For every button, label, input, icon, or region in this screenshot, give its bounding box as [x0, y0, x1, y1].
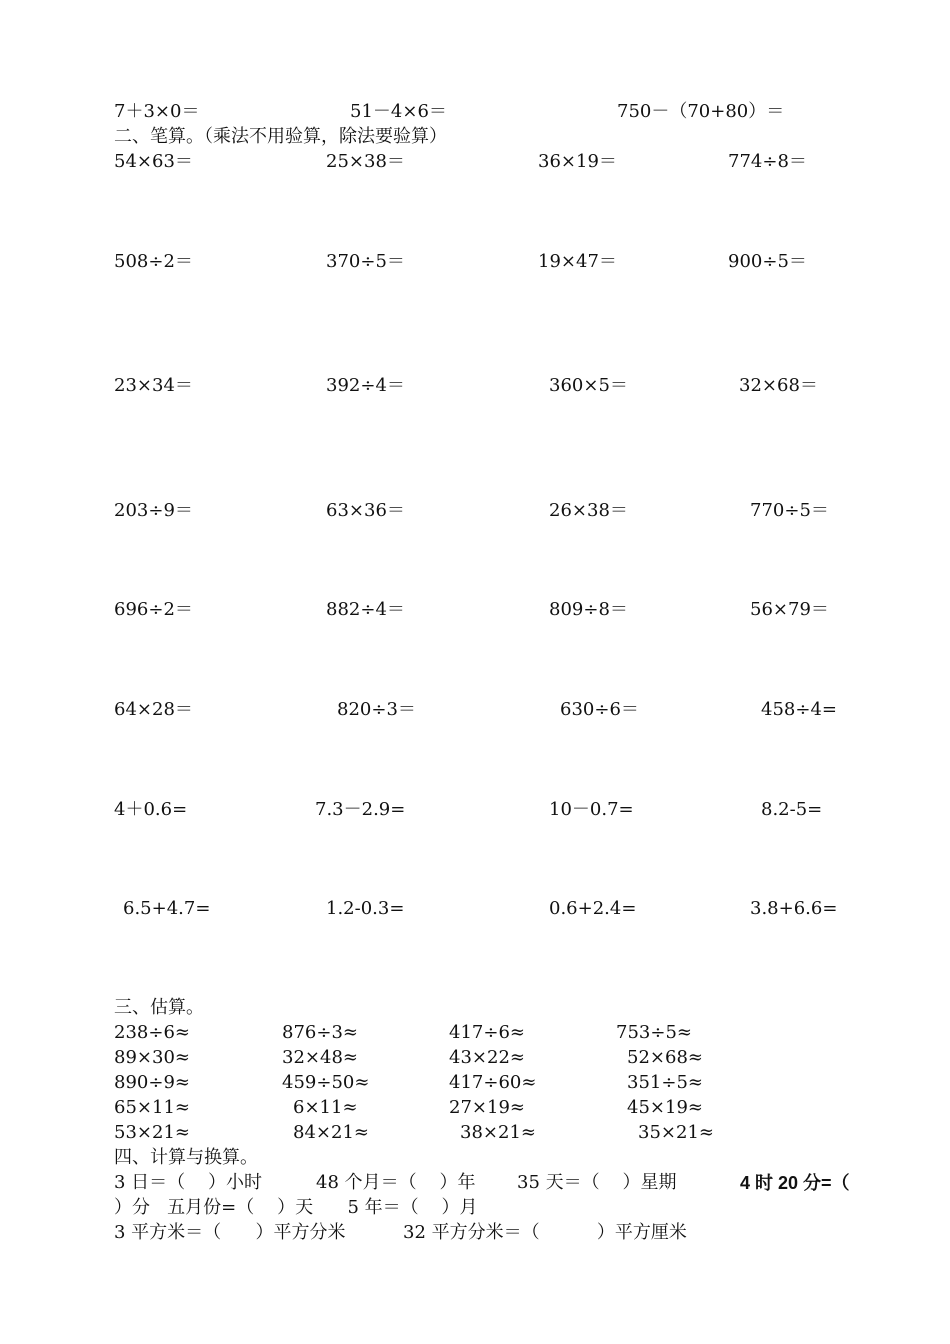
problem: 4＋0.6=: [114, 799, 188, 820]
estimate-item: 89×30≈: [114, 1047, 190, 1068]
conversion-item: 48 个月＝（ ）年: [316, 1172, 476, 1193]
problem: 54×63＝: [114, 151, 193, 172]
conversion-item: 35 天＝（ ）星期: [517, 1172, 677, 1193]
problem: 6.5+4.7=: [123, 898, 211, 919]
estimate-item: 52×68≈: [627, 1047, 703, 1068]
problem: 8.2-5=: [761, 799, 823, 820]
conversion-line: ）分 五月份=（ ）天 5 年＝（ ）月: [114, 1197, 478, 1218]
estimate-item: 459÷50≈: [282, 1072, 370, 1093]
estimate-item: 43×22≈: [449, 1047, 525, 1068]
estimate-item: 53×21≈: [114, 1122, 190, 1143]
top-expr-2: 51－4×6＝: [350, 101, 447, 122]
section-2-title: 二、笔算。（乘法不用验算，除法要验算）: [114, 126, 447, 147]
problem: 774÷8＝: [728, 151, 807, 172]
problem: 458÷4=: [761, 699, 837, 720]
problem: 3.8+6.6=: [750, 898, 838, 919]
estimate-item: 753÷5≈: [616, 1022, 692, 1043]
estimate-item: 27×19≈: [449, 1097, 525, 1118]
problem: 26×38＝: [549, 500, 628, 521]
problem: 360×5＝: [549, 375, 628, 396]
problem: 696÷2＝: [114, 599, 193, 620]
problem: 19×47＝: [538, 251, 617, 272]
top-expr-1: 7＋3×0＝: [114, 101, 200, 122]
problem: 23×34＝: [114, 375, 193, 396]
problem: 25×38＝: [326, 151, 405, 172]
estimate-item: 351÷5≈: [627, 1072, 703, 1093]
problem: 882÷4＝: [326, 599, 405, 620]
problem: 36×19＝: [538, 151, 617, 172]
conversion-item: 4 时 20 分=（: [740, 1173, 850, 1193]
estimate-item: 84×21≈: [293, 1122, 369, 1143]
estimate-item: 32×48≈: [282, 1047, 358, 1068]
problem: 64×28＝: [114, 699, 193, 720]
conversion-item: 3 平方米＝（ ）平方分米: [114, 1222, 346, 1243]
problem: 809÷8＝: [549, 599, 628, 620]
estimate-item: 35×21≈: [638, 1122, 714, 1143]
estimate-item: 238÷6≈: [114, 1022, 190, 1043]
problem: 10－0.7=: [549, 799, 634, 820]
problem: 32×68＝: [739, 375, 818, 396]
section-4-title: 四、计算与换算。: [114, 1147, 258, 1168]
section-3-title: 三、估算。: [114, 997, 204, 1018]
estimate-item: 890÷9≈: [114, 1072, 190, 1093]
problem: 370÷5＝: [326, 251, 405, 272]
estimate-item: 876÷3≈: [282, 1022, 358, 1043]
problem: 770÷5＝: [750, 500, 829, 521]
problem: 508÷2＝: [114, 251, 193, 272]
problem: 63×36＝: [326, 500, 405, 521]
estimate-item: 38×21≈: [460, 1122, 536, 1143]
problem: 56×79＝: [750, 599, 829, 620]
estimate-item: 417÷60≈: [449, 1072, 537, 1093]
problem: 203÷9＝: [114, 500, 193, 521]
estimate-item: 417÷6≈: [449, 1022, 525, 1043]
problem: 392÷4＝: [326, 375, 405, 396]
problem: 820÷3＝: [337, 699, 416, 720]
estimate-item: 65×11≈: [114, 1097, 190, 1118]
top-expr-3: 750－（70+80）＝: [617, 101, 785, 122]
problem: 900÷5＝: [728, 251, 807, 272]
problem: 630÷6＝: [560, 699, 639, 720]
estimate-item: 45×19≈: [627, 1097, 703, 1118]
conversion-item: 32 平方分米＝（ ）平方厘米: [403, 1222, 687, 1243]
estimate-item: 6×11≈: [293, 1097, 358, 1118]
problem: 0.6+2.4=: [549, 898, 637, 919]
problem: 1.2-0.3=: [326, 898, 405, 919]
conversion-item: 3 日＝（ ）小时: [114, 1172, 263, 1193]
problem: 7.3－2.9=: [315, 799, 406, 820]
